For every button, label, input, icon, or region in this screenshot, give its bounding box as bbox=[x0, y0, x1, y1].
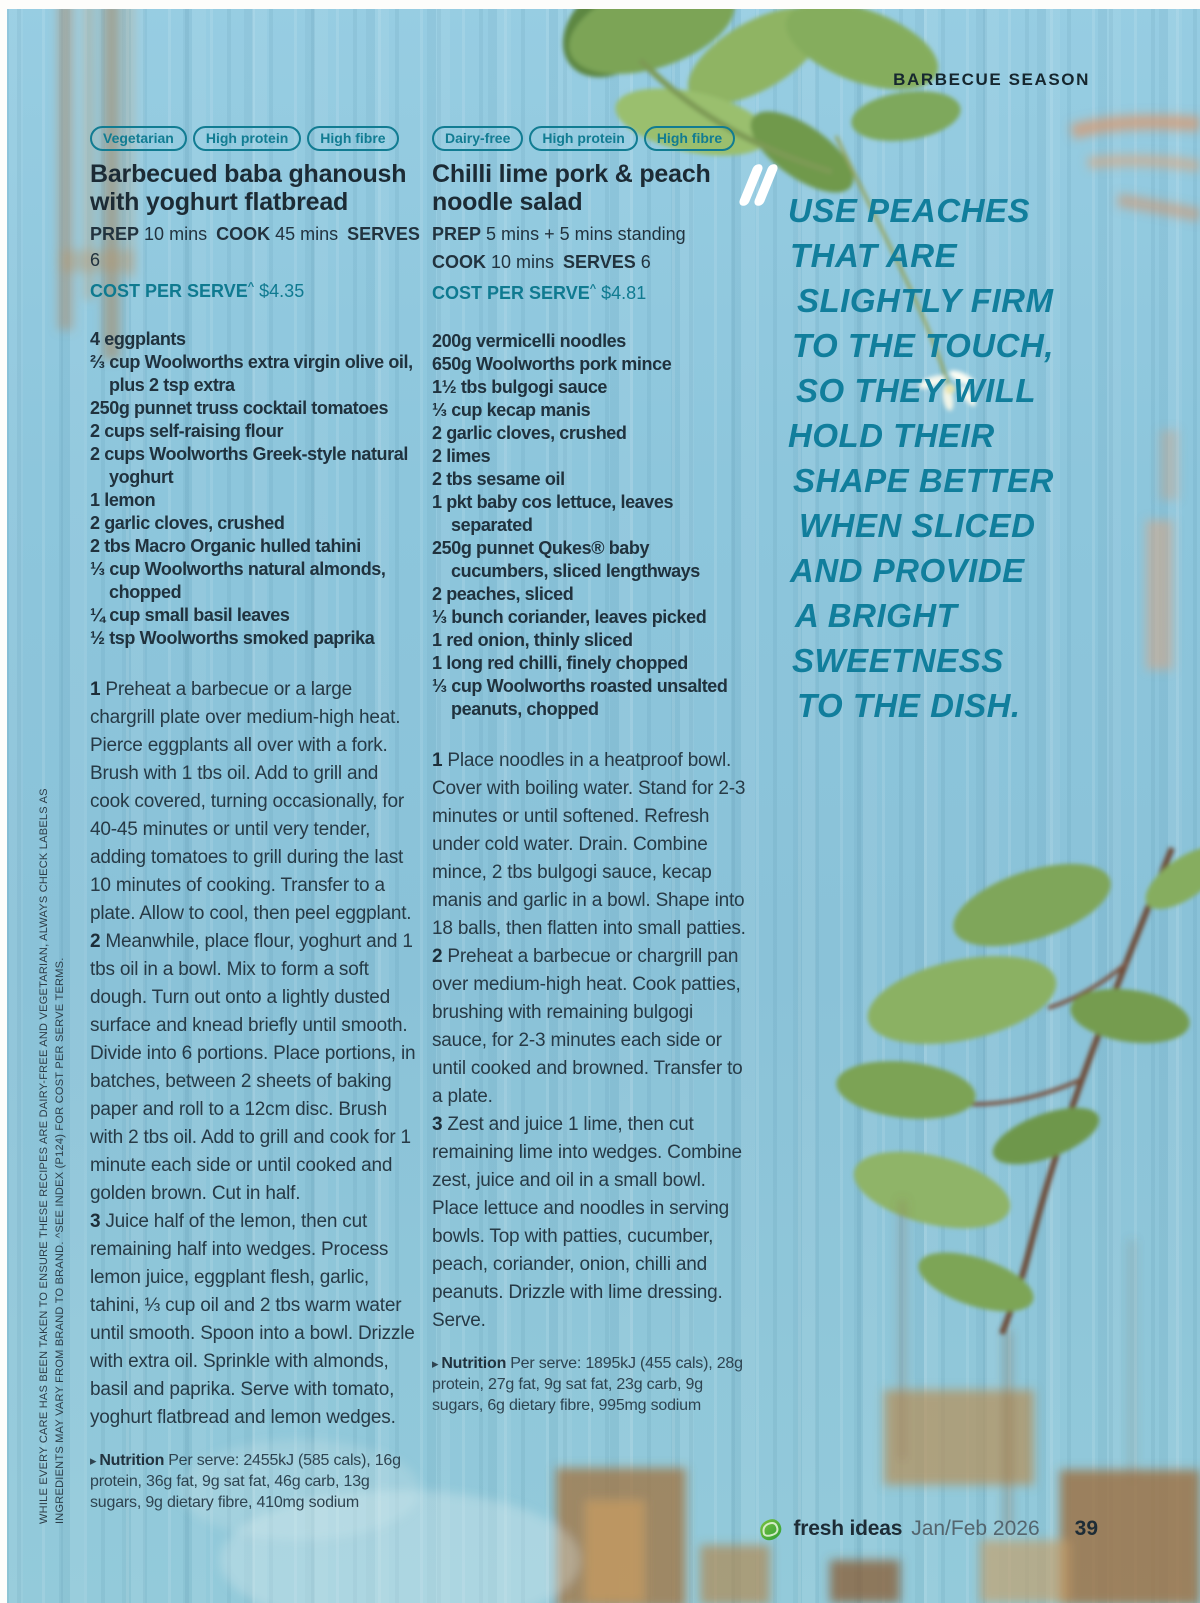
recipe-chilli-lime-pork bbox=[432, 126, 748, 1416]
ingredient: ½ tsp Woolworths smoked paprika bbox=[90, 628, 375, 648]
step-number: 3 bbox=[90, 1211, 101, 1232]
method-step bbox=[90, 676, 420, 928]
diet-badge: High protein bbox=[529, 126, 637, 151]
diet-badge: Dairy-free bbox=[432, 126, 523, 151]
step-number: 1 bbox=[432, 750, 443, 771]
cost-footnote-caret: ^ bbox=[589, 283, 597, 295]
nutrition-label: Nutrition bbox=[99, 1452, 165, 1469]
method-step bbox=[90, 1208, 420, 1432]
page-edge-left bbox=[0, 0, 7, 1603]
step-number: 2 bbox=[432, 946, 443, 967]
nutrition-text: Per serve: 2455kJ (585 cals), 16g protein, 36g fat, 9g sat fat, 46g carb, 13g sugars, 9g dietary fibre, 410mg sodium bbox=[90, 1452, 401, 1511]
diet-badge: Vegetarian bbox=[90, 126, 187, 151]
ingredient: 250g punnet Qukes® baby cucumbers, sliced lengthways bbox=[432, 538, 700, 581]
prep-label: PREP bbox=[432, 224, 482, 244]
ingredient: 200g vermicelli noodles bbox=[432, 331, 626, 351]
step-text: Meanwhile, place flour, yoghurt and 1 tbs oil in a bowl. Mix to form a soft dough. Turn out onto a lightly dusted surface and knead briefly until smooth. Divide into 6 portions. Place portions, in batches, between 2 sheets of baking paper and roll to a 12cm disc. Brush with 2 tbs oil. Add to grill and cook for 1 minute each side or until cooked and golden brown. Cut in half. bbox=[90, 931, 416, 1204]
method-step bbox=[432, 1111, 748, 1335]
ingredient: 2 cups Woolworths Greek-style natural yoghurt bbox=[90, 444, 408, 487]
prep-label: PREP bbox=[90, 224, 140, 244]
diet-badge: High protein bbox=[193, 126, 301, 151]
step-text: Preheat a barbecue or a large chargrill plate over medium-high heat. Pierce eggplants all over with a fork. Brush with 1 tbs oil. Add to grill and cook covered, turning occasionally, for 40-45 minutes or until very tender, adding tomatoes to grill during the last 10 minutes of cooking. Transfer to a plate. Allow to cool, then peel eggplant. bbox=[90, 679, 412, 924]
quote-mark-icon bbox=[746, 164, 771, 206]
method-step bbox=[90, 928, 420, 1208]
badge-row bbox=[90, 126, 420, 151]
arrow-icon: ▸ bbox=[432, 1356, 439, 1371]
ingredient-list bbox=[432, 330, 748, 721]
ingredient: ⅔ cup Woolworths extra virgin olive oil, plus 2 tsp extra bbox=[90, 352, 413, 395]
ingredient: 2 tbs Macro Organic hulled tahini bbox=[90, 536, 361, 556]
ingredient: 2 limes bbox=[432, 446, 491, 466]
quote-line: TO THE DISH. bbox=[797, 687, 1021, 724]
cost-label: COST PER SERVE bbox=[432, 283, 590, 303]
recipe-title: Barbecued baba ghanoush with yoghurt flatbread bbox=[90, 160, 407, 216]
magazine-brand: fresh ideas bbox=[793, 1517, 903, 1540]
cost-per-serve bbox=[432, 276, 748, 306]
ingredient: 1 long red chilli, finely chopped bbox=[432, 653, 688, 673]
serves-value: 6 bbox=[640, 252, 651, 272]
recipe-title: Chilli lime pork & peach noodle salad bbox=[432, 160, 711, 216]
step-number: 3 bbox=[432, 1114, 443, 1135]
quote-line: HOLD THEIR bbox=[788, 417, 995, 454]
quote-line: USE PEACHES bbox=[788, 192, 1031, 229]
ingredient: 650g Woolworths pork mince bbox=[432, 354, 672, 374]
nutrition-note bbox=[90, 1450, 420, 1513]
section-label: BARBECUE SEASON bbox=[893, 70, 1090, 89]
method-step bbox=[432, 747, 748, 943]
ingredient: ⅓ cup Woolworths roasted unsalted peanuts, chopped bbox=[432, 676, 728, 719]
ingredient: 1 red onion, thinly sliced bbox=[432, 630, 633, 650]
arrow-icon: ▸ bbox=[90, 1453, 97, 1468]
serves-label: SERVES bbox=[563, 252, 636, 272]
issue-date: Jan/Feb 2026 bbox=[911, 1517, 1040, 1540]
sidebar-disclaimer-line2: INGREDIENTS MAY VARY FROM BRAND TO BRAND. ^SEE INDEX (P124) FOR COST PER SERVE TERMS. bbox=[54, 957, 66, 1524]
step-text: Zest and juice 1 lime, then cut remaining lime into wedges. Combine zest, juice and oil in a small bowl. Place lettuce and noodles in serving bowls. Top with patties, cucumber, peach, coriander, onion, chilli and peanuts. Drizzle with lime dressing. Serve. bbox=[432, 1114, 742, 1331]
method-steps bbox=[90, 676, 420, 1432]
step-text: Preheat a barbecue or chargrill pan over medium-high heat. Cook patties, brushing with remaining bulgogi sauce, for 2-3 minutes each side or until cooked and browned. Transfer to a plate. bbox=[432, 946, 743, 1107]
ingredient: 2 tbs sesame oil bbox=[432, 469, 565, 489]
step-number: 1 bbox=[90, 679, 101, 700]
cook-label: COOK bbox=[432, 252, 486, 272]
ingredient: 2 peaches, sliced bbox=[432, 584, 574, 604]
quote-line: AND PROVIDE bbox=[790, 552, 1025, 589]
cook-value: 45 mins bbox=[275, 224, 339, 244]
ingredient-list bbox=[90, 328, 420, 650]
step-text: Place noodles in a heatproof bowl. Cover with boiling water. Stand for 2-3 minutes or until softened. Refresh under cold water. Drain. Combine mince, 2 tbs bulgogi sauce, kecap manis and garlic in a bowl. Shape into 18 balls, then flatten into small patties. bbox=[432, 750, 746, 939]
quote-line: SHAPE BETTER bbox=[793, 462, 1054, 499]
quote-line: A BRIGHT bbox=[795, 597, 958, 634]
nutrition-text: Per serve: 1895kJ (455 cals), 28g protein, 27g fat, 9g sat fat, 23g carb, 9g sugars, 6g dietary fibre, 995mg sodium bbox=[432, 1355, 743, 1414]
method-step bbox=[432, 943, 748, 1111]
ingredient: 2 garlic cloves, crushed bbox=[432, 423, 627, 443]
cost-per-serve bbox=[90, 274, 420, 304]
ingredient: 1½ tbs bulgogi sauce bbox=[432, 377, 608, 397]
page-number: 39 bbox=[1074, 1517, 1098, 1540]
nutrition-note bbox=[432, 1353, 748, 1416]
step-number: 2 bbox=[90, 931, 101, 952]
ingredient: 2 garlic cloves, crushed bbox=[90, 513, 285, 533]
diet-badge: High fibre bbox=[644, 126, 735, 151]
ingredient: ⅓ cup Woolworths natural almonds, chopped bbox=[90, 559, 386, 602]
ingredient: 1 pkt baby cos lettuce, leaves separated bbox=[432, 492, 674, 535]
quote-line: SWEETNESS bbox=[792, 642, 1004, 679]
quote-line: SO THEY WILL bbox=[796, 372, 1037, 409]
page-footer bbox=[755, 1514, 1098, 1544]
serves-value: 6 bbox=[90, 250, 101, 270]
nutrition-label: Nutrition bbox=[441, 1355, 507, 1372]
prep-value: 5 mins + 5 mins standing bbox=[486, 224, 686, 244]
serves-label: SERVES bbox=[347, 224, 420, 244]
branch-right bbox=[833, 835, 1200, 1334]
sidebar-disclaimer bbox=[36, 672, 68, 1524]
sidebar-disclaimer-line1: WHILE EVERY CARE HAS BEEN TAKEN TO ENSURE THESE RECIPES ARE DAIRY-FREE AND VEGETARIAN, ALWAYS CHECK LABELS AS bbox=[38, 788, 50, 1524]
step-text: Juice half of the lemon, then cut remaining half into wedges. Process lemon juice, eggplant flesh, garlic, tahini, ⅓ cup oil and 2 tbs warm water until smooth. Spoon into a bowl. Drizzle with extra oil. Sprinkle with almonds, basil and paprika. Serve with tomato, yoghurt flatbread and lemon wedges. bbox=[90, 1211, 415, 1428]
ingredient: 250g punnet truss cocktail tomatoes bbox=[90, 398, 389, 418]
diet-badge: High fibre bbox=[307, 126, 398, 151]
method-steps bbox=[432, 747, 748, 1335]
quote-line: SLIGHTLY FIRM bbox=[797, 282, 1054, 319]
recipe-meta bbox=[90, 221, 420, 273]
cook-value: 10 mins bbox=[491, 252, 555, 272]
recipe-meta-cook bbox=[432, 249, 748, 275]
quote-line: WHEN SLICED bbox=[799, 507, 1036, 544]
cook-label: COOK bbox=[216, 224, 271, 244]
recipe-meta-prep bbox=[432, 221, 748, 247]
ingredient: 1 lemon bbox=[90, 490, 156, 510]
ingredient: ⅓ cup kecap manis bbox=[432, 400, 591, 420]
recipe-baba-ghanoush bbox=[90, 126, 420, 1513]
cost-label: COST PER SERVE bbox=[90, 281, 248, 301]
badge-row bbox=[432, 126, 748, 151]
ingredient: 2 cups self-raising flour bbox=[90, 421, 284, 441]
ingredient: ¼ cup small basil leaves bbox=[90, 605, 290, 625]
quote-line: TO THE TOUCH, bbox=[792, 327, 1054, 364]
cost-value: $4.81 bbox=[601, 283, 647, 303]
ingredient: 4 eggplants bbox=[90, 329, 186, 349]
quote-lines bbox=[788, 188, 1090, 728]
cost-value: $4.35 bbox=[259, 281, 305, 301]
quote-line: THAT ARE bbox=[790, 237, 958, 274]
prep-value: 10 mins bbox=[144, 224, 208, 244]
woolworths-logo-icon bbox=[755, 1514, 785, 1544]
page-edge-top bbox=[0, 0, 1200, 9]
cost-footnote-caret: ^ bbox=[247, 281, 255, 293]
pull-quote bbox=[746, 158, 1090, 728]
ingredient: ⅓ bunch coriander, leaves picked bbox=[432, 607, 707, 627]
